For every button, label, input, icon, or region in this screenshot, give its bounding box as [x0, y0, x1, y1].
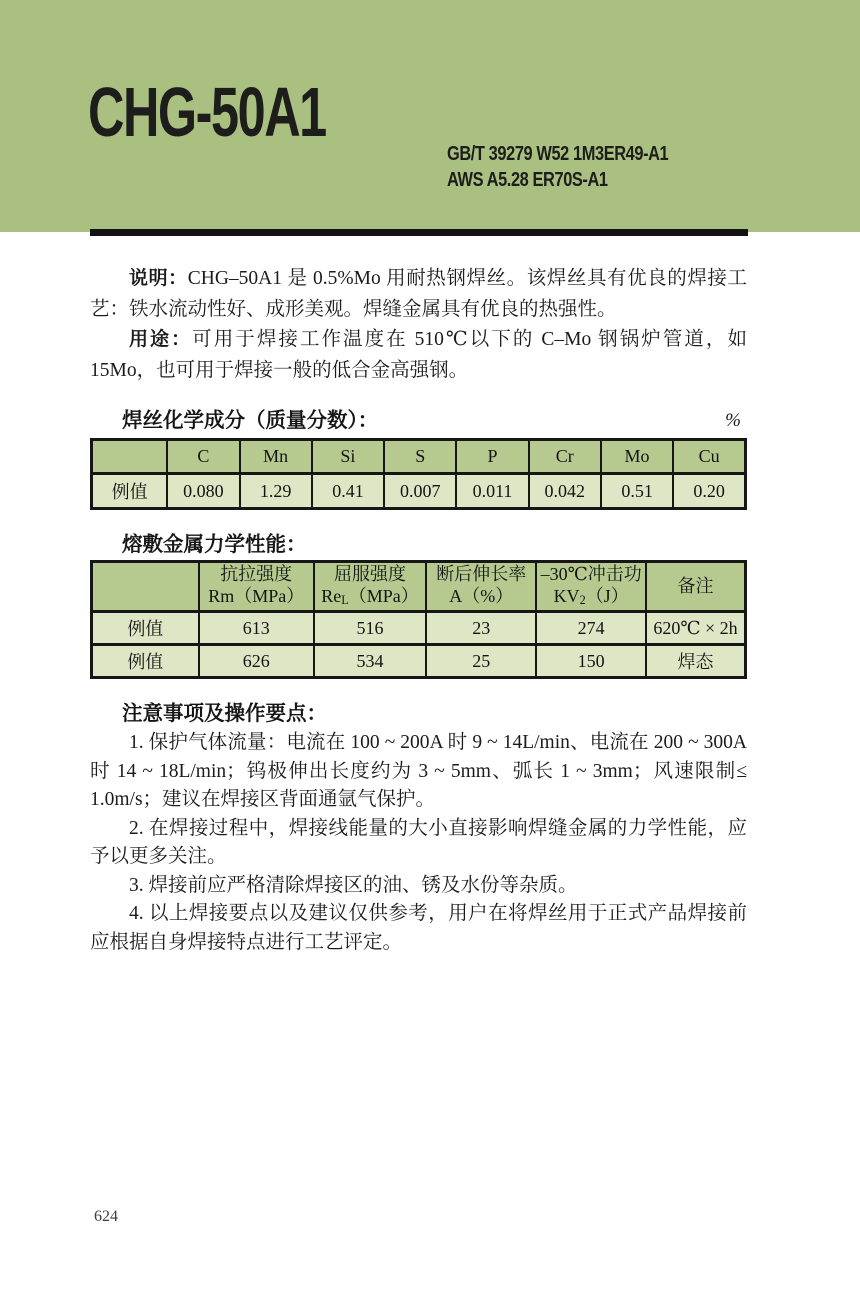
description-label: 说明： — [129, 268, 188, 289]
mech-row2-impact: 150 — [536, 645, 646, 678]
mech-header-impact — [536, 562, 646, 612]
notes-title: 注意事项及操作要点： — [122, 702, 327, 725]
mech-row2-elongation: 25 — [426, 645, 536, 678]
chem-header-mn: Mn — [240, 440, 312, 474]
chem-value-si: 0.41 — [312, 474, 384, 509]
mech-row1-label: 例值 — [92, 612, 199, 645]
chem-value-mn: 1.29 — [240, 474, 312, 509]
chem-table-title: 焊丝化学成分（质量分数）： — [122, 409, 379, 432]
mech-header-elongation — [426, 562, 536, 612]
mech-row1-impact: 274 — [536, 612, 646, 645]
product-title: CHG-50A1 — [88, 73, 326, 151]
chem-section-header-row — [90, 408, 747, 434]
mech-table-title: 熔敷金属力学性能： — [122, 533, 307, 556]
mech-header-blank — [92, 562, 199, 612]
description-text: CHG–50A1 是 0.5%Mo 用耐热钢焊丝。该焊丝具有优良的焊接工艺：铁水流动性好、成形美观。焊缝金属具有优良的热强性。 — [90, 268, 747, 320]
chem-header-row — [92, 440, 746, 474]
mech-header-yield-unit: （MPa） — [348, 585, 419, 606]
mech-row2-yield: 534 — [314, 645, 427, 678]
notes-section-header-row — [90, 701, 747, 727]
page-number: 624 — [94, 1208, 118, 1225]
note-item-4: 4. 以上焊接要点以及建议仅供参考，用户在将焊丝用于正式产品焊接前应根据自身焊接特点进行工艺评定。 — [90, 903, 747, 953]
chem-value-p: 0.011 — [456, 474, 528, 509]
mech-header-row — [92, 562, 746, 612]
usage-label: 用途： — [129, 329, 193, 350]
mech-header-remark: 备注 — [646, 562, 745, 612]
chem-header-s: S — [384, 440, 456, 474]
usage-paragraph — [90, 325, 747, 386]
chem-header-mo: Mo — [601, 440, 673, 474]
standard-gb: GB/T 39279 W52 1M3ER49-A1 — [447, 143, 669, 165]
chem-header-cu: Cu — [673, 440, 745, 474]
mech-header-yield-sub: L — [341, 592, 349, 607]
mech-header-yield-sym: Re — [321, 585, 342, 606]
mech-row2-remark: 焊态 — [646, 645, 745, 678]
note-item-2: 2. 在焊接过程中，焊接线能量的大小直接影响焊缝金属的力学性能，应予以更多关注。 — [90, 817, 747, 867]
chem-table-unit: % — [725, 410, 741, 431]
mech-header-tensile-cn: 抗拉强度 — [220, 564, 293, 584]
chem-row-label: 例值 — [92, 474, 168, 509]
mech-row1-remark: 620℃ × 2h — [646, 612, 745, 645]
mech-header-yield-cn: 屈服强度 — [334, 564, 407, 584]
chem-header-c: C — [167, 440, 239, 474]
mech-header-tensile-sym: Rm（MPa） — [208, 585, 305, 606]
chem-header-blank — [92, 440, 168, 474]
chem-value-cu: 0.20 — [673, 474, 745, 509]
page-content — [90, 258, 747, 957]
mech-header-elongation-sym: A（%） — [449, 585, 514, 606]
mech-header-impact-sym: KV — [553, 585, 580, 606]
mech-row2-tensile: 626 — [199, 645, 314, 678]
mechanical-properties-table — [90, 560, 747, 679]
note-item-3: 3. 焊接前应严格清除焊接区的油、锈及水份等杂质。 — [129, 874, 578, 896]
usage-text: 可用于焊接工作温度在 510℃以下的 C–Mo 钢锅炉管道，如 15Mo，也可用于焊接一般的低合金高强钢。 — [90, 329, 747, 381]
mech-header-impact-unit: （J） — [585, 585, 629, 606]
chem-value-row — [92, 474, 746, 509]
chem-header-si: Si — [312, 440, 384, 474]
mech-value-row-1 — [92, 612, 746, 645]
chemical-composition-table — [90, 438, 747, 510]
mech-value-row-2 — [92, 645, 746, 678]
standard-aws: AWS A5.28 ER70S-A1 — [447, 169, 608, 191]
chem-value-cr: 0.042 — [529, 474, 601, 509]
chem-value-s: 0.007 — [384, 474, 456, 509]
chem-header-cr: Cr — [529, 440, 601, 474]
mech-header-impact-cn: –30℃冲击功 — [540, 564, 642, 584]
chem-value-c: 0.080 — [167, 474, 239, 509]
mech-row1-yield: 516 — [314, 612, 427, 645]
mech-row1-elongation: 23 — [426, 612, 536, 645]
mech-header-tensile — [199, 562, 314, 612]
mech-header-yield — [314, 562, 427, 612]
description-paragraph — [90, 264, 747, 325]
mech-header-impact-sub: 2 — [579, 592, 586, 607]
mech-row1-tensile: 613 — [199, 612, 314, 645]
chem-value-mo: 0.51 — [601, 474, 673, 509]
chem-header-p: P — [456, 440, 528, 474]
mech-header-elongation-cn: 断后伸长率 — [436, 564, 527, 584]
mech-row2-label: 例值 — [92, 645, 199, 678]
note-item-1: 1. 保护气体流量：电流在 100 ~ 200A 时 9 ~ 14L/min、电流在 200 ~ 300A 时 14 ~ 18L/min；钨极伸出长度约为 3 ~ 5mm、弧长 1 ~ 3mm；风速限制≤ 1.0m/s；建议在焊接区背面通氩气保护。 — [90, 732, 747, 810]
header-divider-rule — [90, 229, 748, 236]
standards-block — [447, 141, 668, 193]
mech-section-header-row — [90, 532, 747, 558]
